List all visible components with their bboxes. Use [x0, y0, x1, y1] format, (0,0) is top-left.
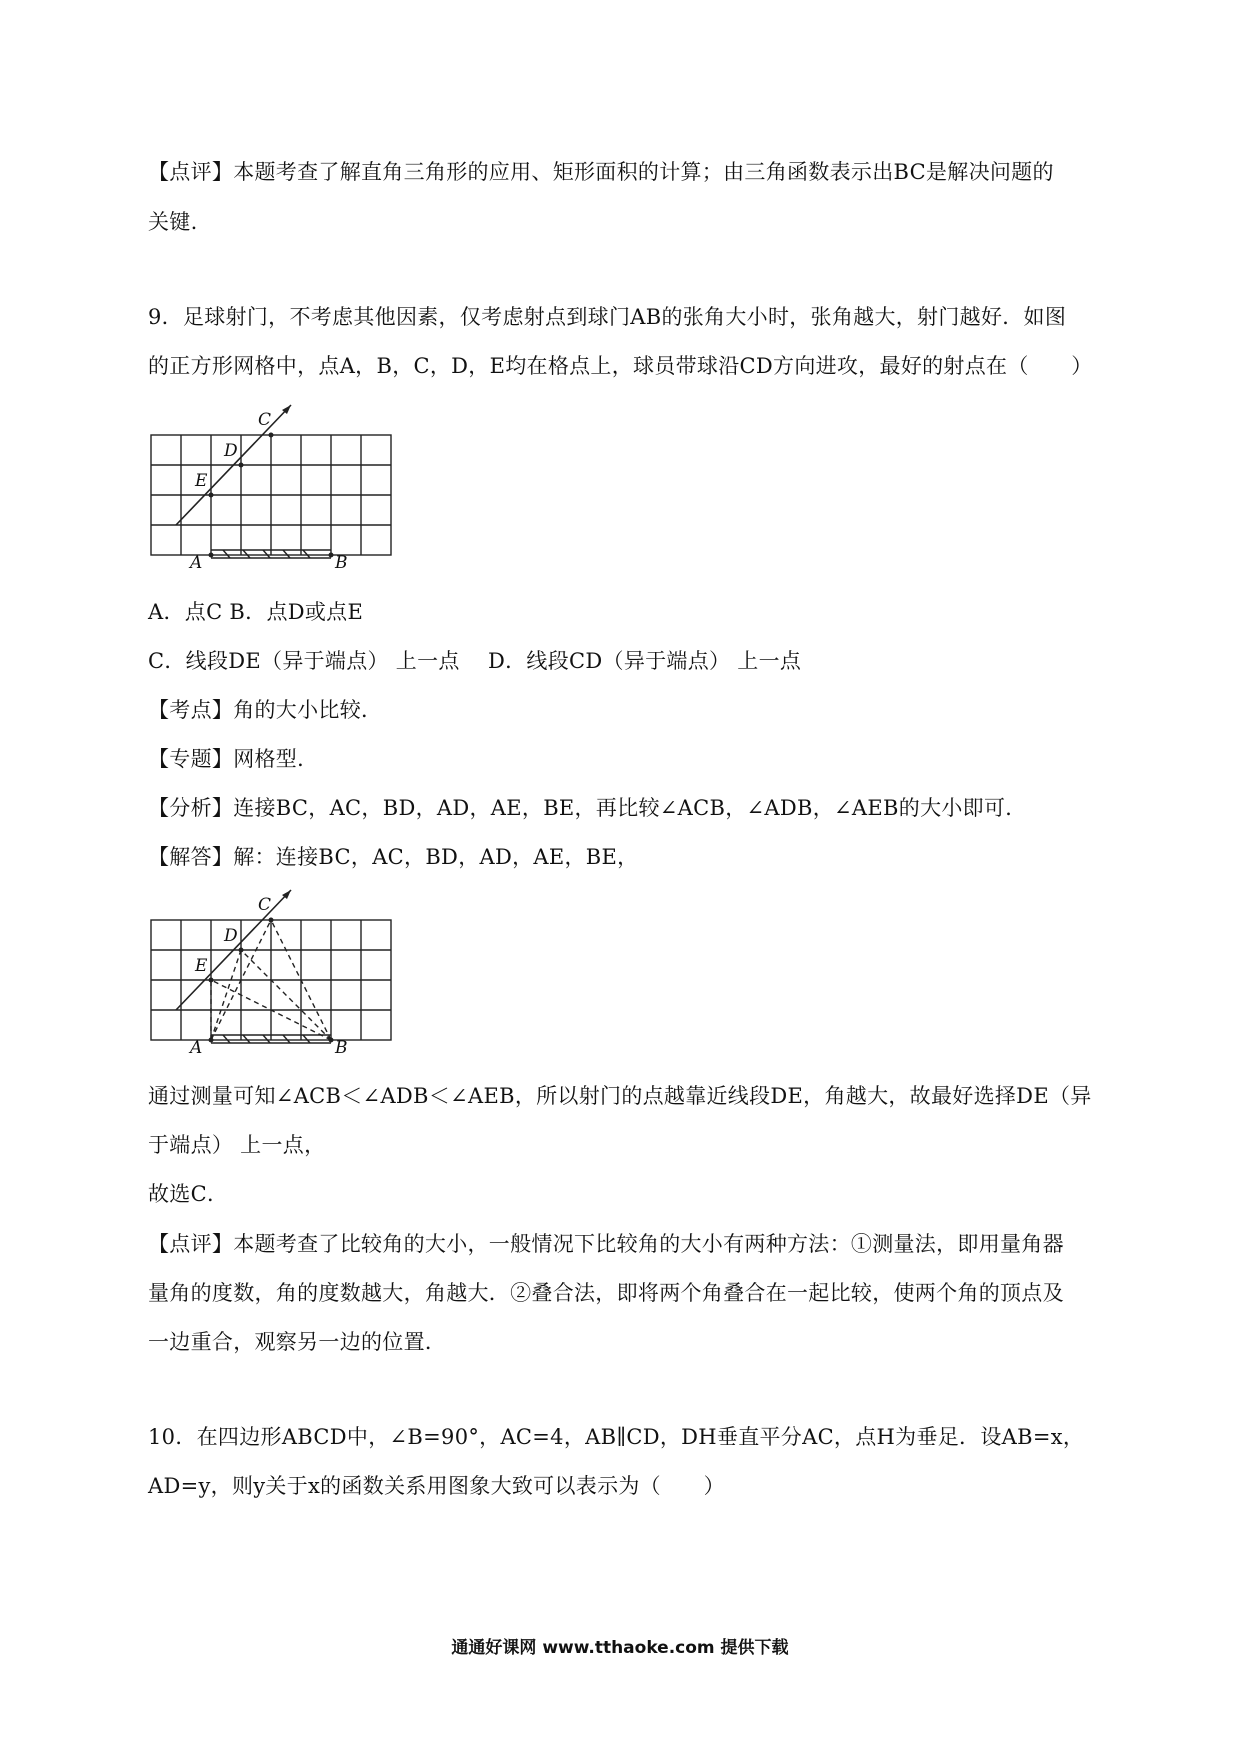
label-C: C	[258, 895, 272, 915]
q9-zhuanti: 【专题】网格型．	[148, 747, 319, 771]
label-D: D	[224, 926, 238, 946]
q9-option-ab: A．点C B．点D或点E	[148, 600, 364, 624]
label-A: A	[190, 553, 203, 573]
q9-comment-line3: 一边重合，观察另一边的位置．	[148, 1330, 447, 1354]
q9-grid-figure	[148, 400, 398, 585]
q9-solution-line1: 通过测量可知∠ACB＜∠ADB＜∠AEB，所以射门的点越靠近线段DE，角越大，故最好选择DE（异	[148, 1084, 1092, 1108]
q9-solution-figure	[148, 885, 398, 1070]
label-B: B	[335, 553, 348, 573]
q9-solution-line2: 于端点） 上一点，	[148, 1133, 326, 1157]
label-E: E	[195, 956, 208, 976]
q10-stem-line2: AD=y，则y关于x的函数关系用图象大致可以表示为（ ）	[148, 1474, 725, 1498]
q9-stem-line1: 9．足球射门，不考虑其他因素，仅考虑射点到球门AB的张角大小时，张角越大，射门越好．如图	[148, 305, 1067, 329]
q9-answer: 故选C．	[148, 1182, 229, 1206]
prev-comment-line1: 【点评】本题考查了解直角三角形的应用、矩形面积的计算；由三角函数表示出BC是解决问题的	[148, 160, 1054, 184]
label-B: B	[335, 1038, 348, 1058]
q9-kaodian: 【考点】角的大小比较．	[148, 698, 383, 722]
q9-fenxi: 【分析】连接BC，AC，BD，AD，AE，BE，再比较∠ACB，∠ADB，∠AEB的大小即可．	[148, 796, 1027, 820]
label-C: C	[258, 410, 272, 430]
label-E: E	[195, 471, 208, 491]
prev-comment-line2: 关键.	[148, 210, 198, 234]
page-footer: 通通好课网 www.tthaoke.com 提供下载	[451, 1638, 789, 1658]
q9-option-cd: C．线段DE（异于端点） 上一点 D．线段CD（异于端点） 上一点	[148, 649, 802, 673]
label-D: D	[224, 441, 238, 461]
label-A: A	[190, 1038, 203, 1058]
q9-comment-line1: 【点评】本题考查了比较角的大小，一般情况下比较角的大小有两种方法：①测量法，即用量角器	[148, 1232, 1064, 1256]
q9-jieda: 【解答】解：连接BC，AC，BD，AD，AE，BE，	[148, 845, 639, 869]
q10-stem-line1: 10．在四边形ABCD中，∠B=90°，AC=4，AB∥CD，DH垂直平分AC，点H为垂足．设AB=x，	[148, 1425, 1085, 1449]
q9-comment-line2: 量角的度数，角的度数越大，角越大．②叠合法，即将两个角叠合在一起比较，使两个角的顶点及	[148, 1281, 1064, 1305]
q9-stem-line2: 的正方形网格中，点A，B，C，D，E均在格点上，球员带球沿CD方向进攻，最好的射点在（ ）	[148, 354, 1093, 378]
